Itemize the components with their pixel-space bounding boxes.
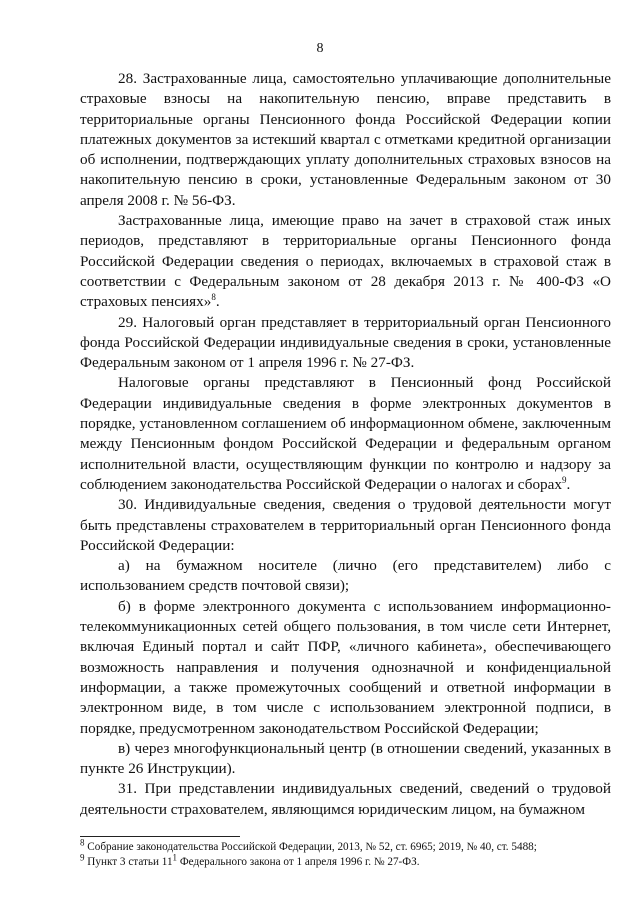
- paragraph-29: 29. Налоговый орган представляет в территориальный орган Пенсионного фонда Российской Федерации индивидуальные сведения в сроки, установленные Федеральным законом от 1 апреля 1996 г. № 27-ФЗ.: [80, 313, 611, 372]
- paragraph-30: 30. Индивидуальные сведения, сведения о трудовой деятельности могут быть представлены страхователем в территориальный орган Пенсионного фонда Российской Федерации:: [80, 496, 611, 554]
- footnote-9: $^9$ Пункт 3 статьи $11^1$ Федерального закона от 1 апреля 1996 г. № 27-ФЗ.: [80, 852, 420, 868]
- paragraph-tax-authorities: Налоговые органы представляют в Пенсионный фонд Российской Федерации индивидуальные сведения в форме электронных документов в порядке, установленном соглашением об информационном обмене, заключенным между Пенсионным фондом Российской Федерации и федеральным органом исполнительной власти, осуществляющим функции по контролю и надзору за соблюдением законодательства Российской Федерации о налогах и сборах$^9$.: [80, 374, 611, 493]
- paragraph-30-v: в) через многофункциональный центр (в отношении сведений, указанных в пункте 26 Инструкции).: [80, 739, 611, 778]
- paragraph-30-a: а) на бумажном носителе (лично (его представителем) либо с использованием средств почтовой связи);: [80, 557, 611, 595]
- paragraph-28: 28. Застрахованные лица, самостоятельно уплачивающие дополнительные страховые взносы на накопительную пенсию, вправе представить в территориальные органы Пенсионного фонда Российской Федерации копии платежных документов за истекший квартал с отметками кредитной организации об исполнении, подтверждающих уплату дополнительных страховых взносов на накопительную пенсию в сроки, установленные Федеральным законом от 30 апреля 2008 г. № 56-ФЗ.: [80, 70, 611, 209]
- document-body: [80, 69, 611, 820]
- paragraph-31: 31. При представлении индивидуальных сведений, сведений о трудовой деятельности страхователем, являющимся юридическим лицом, на бумажном: [80, 780, 611, 818]
- paragraph-30-b: б) в форме электронного документа с использованием информационно-телекоммуникационных сетей общего пользования, в том числе сети Интернет, включая Единый портал и сайт ПФР, «личного кабинета», обеспечивающего возможность направления и получения однозначной и конфиденциальной информации, а также промежуточных сообщений и ответной информации в электронном виде, в том числе с использованием электронной подписи, в порядке, предусмотренном законодательством Российской Федерации;: [80, 597, 611, 737]
- footnote-8: $^8$ Собрание законодательства Российской Федерации, 2013, № 52, ст. 6965; 2019, № 40, ст. 5488;: [80, 837, 537, 853]
- footnote-separator: [80, 836, 240, 837]
- footnotes: [80, 837, 611, 870]
- page-number: 8: [316, 41, 324, 56]
- footnote-ref-8: 8: [211, 292, 216, 303]
- footnote-ref-9: 9: [561, 474, 567, 485]
- paragraph-insured-persons: Застрахованные лица, имеющие право на зачет в страховой стаж иных периодов, представляют в территориальные органы Пенсионного фонда Российской Федерации сведения о периодах, включаемых в страховой стаж в соответствии с Федеральным законом от 28 декабря 2013 г. № 400-ФЗ «О страховых пенсиях»$^8$.: [80, 212, 611, 311]
